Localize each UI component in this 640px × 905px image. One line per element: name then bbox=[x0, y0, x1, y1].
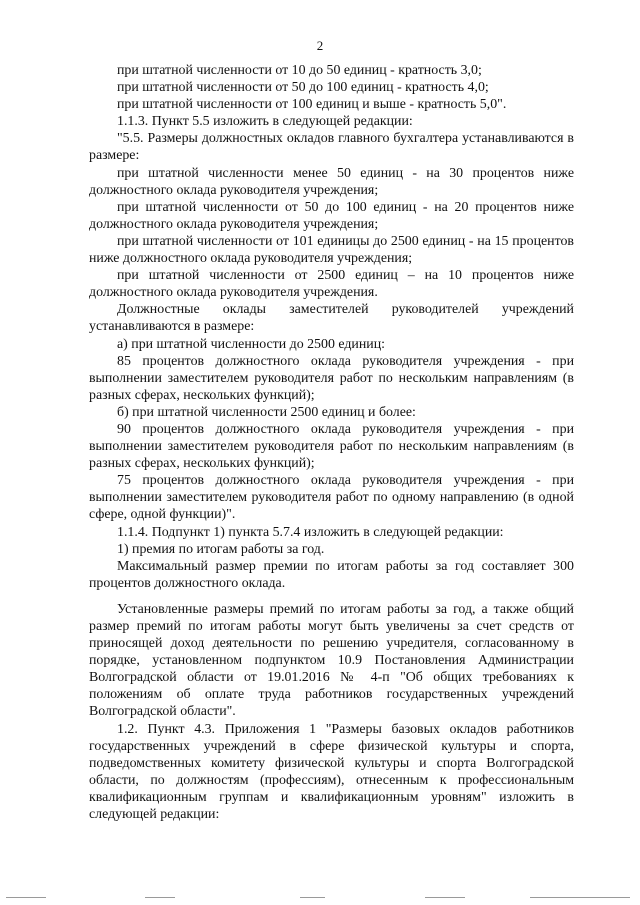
paragraph-18: Максимальный размер премии по итогам работы за год составляет 300 процентов должностного оклада. bbox=[89, 558, 574, 591]
page-number: 2 bbox=[316, 38, 324, 53]
scan-mark bbox=[530, 897, 630, 898]
scan-mark bbox=[425, 897, 465, 898]
scan-mark bbox=[6, 897, 46, 898]
paragraph-8: при штатной численности от 101 единицы до 2500 единиц - на 15 процентов ниже должностного оклада руководителя учреждения; bbox=[89, 233, 574, 267]
scan-mark bbox=[145, 897, 175, 898]
paragraph-6: при штатной численности менее 50 единиц - на 30 процентов ниже должностного оклада руководителя учреждения; bbox=[89, 165, 574, 198]
paragraph-3: при штатной численности от 100 единиц и выше - кратность 5,0". bbox=[117, 97, 507, 113]
paragraph-12: 85 процентов должностного оклада руководителя учреждения - при выполнении заместителем руководителя работ по нескольким направлениям (в разных сферах, нескольких функций); bbox=[89, 353, 574, 403]
paragraph-20: 1.2. Пункт 4.3. Приложения 1 "Размеры базовых окладов работников государственных учреждений в сфере физической культуры и спорта, подведомственных комитету физической культуры и спорта Волгоградской области, по должностям (профессиям), отнесенным к профессиональным квалификационным группам и квалификационным уровням" изложить в следующей редакции: bbox=[89, 721, 574, 823]
paragraph-11: а) при штатной численности до 2500 единиц: bbox=[117, 336, 386, 352]
paragraph-spacer bbox=[89, 592, 574, 601]
paragraph-17: 1) премия по итогам работы за год. bbox=[117, 541, 325, 557]
paragraph-13: б) при штатной численности 2500 единиц и более: bbox=[117, 404, 416, 420]
paragraph-14: 90 процентов должностного оклада руководителя учреждения - при выполнении заместителем руководителя работ по нескольким направлениям (в разных сферах, нескольких функций); bbox=[89, 421, 574, 472]
paragraph-2: при штатной численности от 50 до 100 единиц - кратность 4,0; bbox=[117, 80, 489, 96]
paragraph-5: "5.5. Размеры должностных окладов главного бухгалтера устанавливаются в размере: bbox=[89, 131, 574, 164]
paragraph-10: Должностные оклады заместителей руководителей учреждений устанавливаются в размере: bbox=[89, 302, 574, 335]
paragraph-16: 1.1.4. Подпункт 1) пункта 5.7.4 изложить в следующей редакции: bbox=[117, 524, 504, 540]
paragraph-4: 1.1.3. Пункт 5.5 изложить в следующей редакции: bbox=[117, 114, 413, 130]
paragraph-19: Установленные размеры премий по итогам работы за год, а также общий размер премий по итогам работы могут быть увеличены за счет средств от приносящей доход деятельности по решению учредителя, согласованному в порядке, установленном подпунктом 10.9 Постановления Администрации Волгоградской области от 19.01.2016 № 4-п "Об общих требованиях к положениям об оплате труда работников государственных учреждений Волгоградской области". bbox=[89, 601, 574, 720]
scan-mark bbox=[300, 897, 325, 898]
paragraph-1: при штатной численности от 10 до 50 единиц - кратность 3,0; bbox=[117, 63, 482, 78]
paragraph-9: при штатной численности от 2500 единиц – на 10 процентов ниже должностного оклада руководителя учреждения. bbox=[89, 268, 574, 301]
scan-edge-marks bbox=[0, 893, 640, 903]
document-body bbox=[89, 62, 574, 823]
paragraph-15: 75 процентов должностного оклада руководителя учреждения - при выполнении заместителем руководителя работ по одному направлению (в одной сфере, одной функции)". bbox=[89, 473, 574, 523]
paragraph-7: при штатной численности от 50 до 100 единиц - на 20 процентов ниже должностного оклада руководителя учреждения; bbox=[89, 199, 574, 232]
